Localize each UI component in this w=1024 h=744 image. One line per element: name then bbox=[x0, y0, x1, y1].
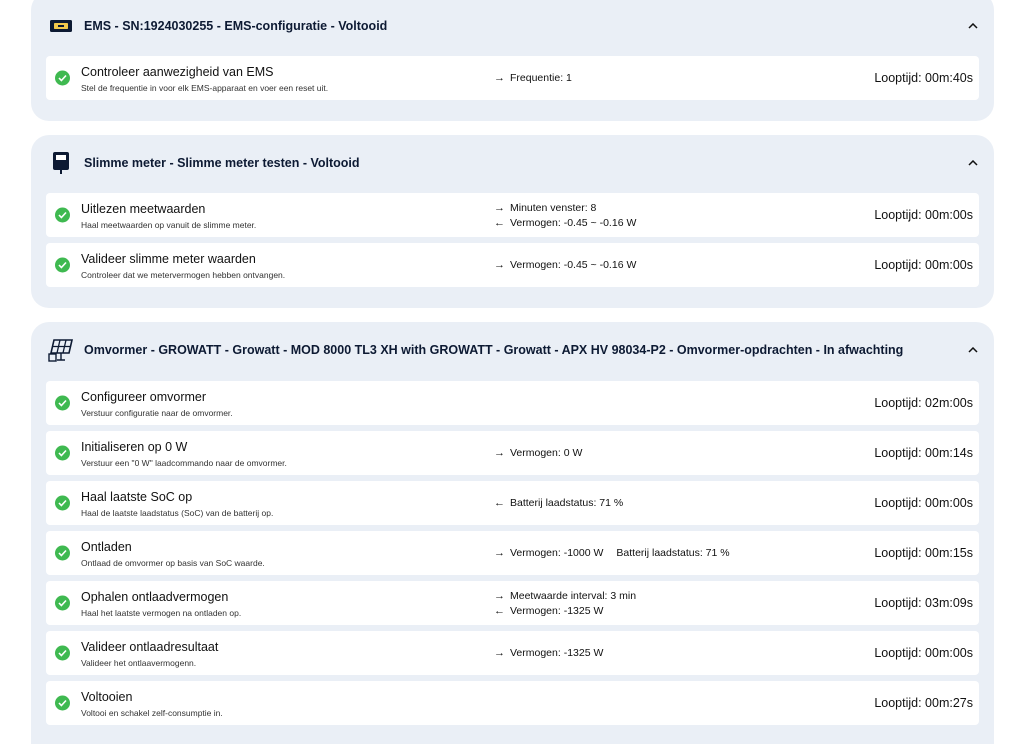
step-io bbox=[494, 243, 636, 287]
step-description: Valideer het ontlaavermogenn. bbox=[81, 658, 197, 668]
io-value: Batterij laadstatus: 71 % bbox=[616, 547, 730, 559]
check-circle-icon bbox=[55, 496, 70, 511]
arrow-left-icon: ← bbox=[494, 216, 505, 229]
ems-device-icon bbox=[48, 13, 74, 39]
arrow-right-icon: → bbox=[494, 201, 505, 214]
io-value: Frequentie: 1 bbox=[510, 72, 572, 84]
step-io bbox=[494, 56, 572, 100]
step-title: Initialiseren op 0 W bbox=[81, 440, 188, 454]
step-description: Haal meetwaarden op vanuit de slimme meter. bbox=[81, 220, 257, 230]
step-description: Haal het laatste vermogen na ontladen op. bbox=[81, 608, 242, 618]
check-circle-icon bbox=[55, 696, 70, 711]
step-runtime: Looptijd: 00m:15s bbox=[874, 546, 973, 560]
section-ems bbox=[31, 0, 994, 121]
smart-meter-icon bbox=[48, 150, 74, 176]
io-value: Vermogen: -0.45 ~ -0.16 W bbox=[510, 216, 637, 229]
step-title: Configureer omvormer bbox=[81, 390, 207, 404]
io-value: Minuten venster: 8 bbox=[510, 201, 597, 214]
step-row bbox=[46, 631, 979, 675]
section-header[interactable] bbox=[31, 322, 994, 378]
check-circle-icon bbox=[55, 71, 70, 86]
step-runtime: Looptijd: 00m:00s bbox=[874, 208, 973, 222]
step-io bbox=[494, 631, 603, 675]
section-header[interactable] bbox=[31, 135, 994, 191]
io-value: Vermogen: 0 W bbox=[510, 447, 583, 459]
step-row bbox=[46, 431, 979, 475]
step-io bbox=[494, 431, 582, 475]
step-title: Ontladen bbox=[81, 540, 132, 554]
step-row bbox=[46, 581, 979, 625]
step-description: Controleer dat we metervermogen hebben ontvangen. bbox=[81, 270, 286, 280]
section-title: EMS - SN:1924030255 - EMS-configuratie - Voltooid bbox=[84, 19, 388, 33]
step-description: Stel de frequentie in voor elk EMS-apparaat en voer een reset uit. bbox=[81, 83, 329, 93]
check-circle-icon bbox=[55, 208, 70, 223]
step-row bbox=[46, 56, 979, 100]
step-title: Ophalen ontlaadvermogen bbox=[81, 590, 229, 604]
step-runtime: Looptijd: 00m:00s bbox=[874, 646, 973, 660]
solar-panel-icon bbox=[48, 337, 74, 363]
arrow-right-icon: → bbox=[494, 72, 505, 84]
section-inverter bbox=[31, 322, 994, 744]
step-row bbox=[46, 681, 979, 725]
step-runtime: Looptijd: 02m:00s bbox=[874, 396, 973, 410]
io-value: Vermogen: -1325 W bbox=[510, 604, 604, 617]
step-runtime: Looptijd: 03m:09s bbox=[874, 596, 973, 610]
step-row bbox=[46, 531, 979, 575]
io-value: Meetwaarde interval: 3 min bbox=[510, 589, 637, 602]
step-runtime: Looptijd: 00m:00s bbox=[874, 258, 973, 272]
step-title: Controleer aanwezigheid van EMS bbox=[81, 65, 274, 79]
step-description: Verstuur een "0 W" laadcommando naar de omvormer. bbox=[81, 458, 287, 468]
arrow-right-icon: → bbox=[494, 447, 505, 459]
step-io bbox=[494, 193, 636, 237]
check-circle-icon bbox=[55, 646, 70, 661]
step-io bbox=[494, 531, 730, 575]
step-title: Haal laatste SoC op bbox=[81, 490, 193, 504]
section-header[interactable] bbox=[31, 0, 994, 52]
step-description: Voltooi en schakel zelf-consumptie in. bbox=[81, 708, 223, 718]
arrow-right-icon: → bbox=[494, 589, 505, 602]
section-title: Omvormer - GROWATT - Growatt - MOD 8000 TL3 XH with GROWATT - Growatt - APX HV 98034-P2 - Omvormer-opdrachten - In afwachting bbox=[84, 343, 904, 357]
section-title: Slimme meter - Slimme meter testen - Voltooid bbox=[84, 156, 360, 170]
arrow-right-icon: → bbox=[494, 647, 505, 659]
arrow-right-icon: → bbox=[494, 547, 505, 559]
io-value: Vermogen: -1325 W bbox=[510, 647, 604, 659]
arrow-left-icon: ← bbox=[494, 497, 505, 509]
step-row bbox=[46, 381, 979, 425]
io-value: Vermogen: -1000 W bbox=[510, 547, 604, 559]
step-row bbox=[46, 243, 979, 287]
step-title: Uitlezen meetwaarden bbox=[81, 202, 206, 216]
step-description: Haal de laatste laadstatus (SoC) van de batterij op. bbox=[81, 508, 274, 518]
step-io bbox=[494, 481, 623, 525]
step-description: Ontlaad de omvormer op basis van SoC waarde. bbox=[81, 558, 265, 568]
check-circle-icon bbox=[55, 596, 70, 611]
step-title: Valideer ontlaadresultaat bbox=[81, 640, 219, 654]
step-row bbox=[46, 481, 979, 525]
step-row bbox=[46, 193, 979, 237]
step-runtime: Looptijd: 00m:00s bbox=[874, 496, 973, 510]
check-circle-icon bbox=[55, 446, 70, 461]
chevron-up-icon[interactable] bbox=[966, 156, 980, 170]
section-smart-meter bbox=[31, 135, 994, 308]
check-circle-icon bbox=[55, 546, 70, 561]
io-value: Batterij laadstatus: 71 % bbox=[510, 497, 624, 509]
step-runtime: Looptijd: 00m:14s bbox=[874, 446, 973, 460]
io-value: Vermogen: -0.45 ~ -0.16 W bbox=[510, 259, 637, 271]
chevron-up-icon[interactable] bbox=[966, 19, 980, 33]
arrow-left-icon: ← bbox=[494, 604, 505, 617]
step-title: Voltooien bbox=[81, 690, 133, 704]
arrow-right-icon: → bbox=[494, 259, 505, 271]
check-circle-icon bbox=[55, 396, 70, 411]
step-io bbox=[494, 581, 636, 625]
step-description: Verstuur configuratie naar de omvormer. bbox=[81, 408, 233, 418]
chevron-up-icon[interactable] bbox=[966, 343, 980, 357]
step-runtime: Looptijd: 00m:40s bbox=[874, 71, 973, 85]
check-circle-icon bbox=[55, 258, 70, 273]
step-title: Valideer slimme meter waarden bbox=[81, 252, 256, 266]
step-runtime: Looptijd: 00m:27s bbox=[874, 696, 973, 710]
